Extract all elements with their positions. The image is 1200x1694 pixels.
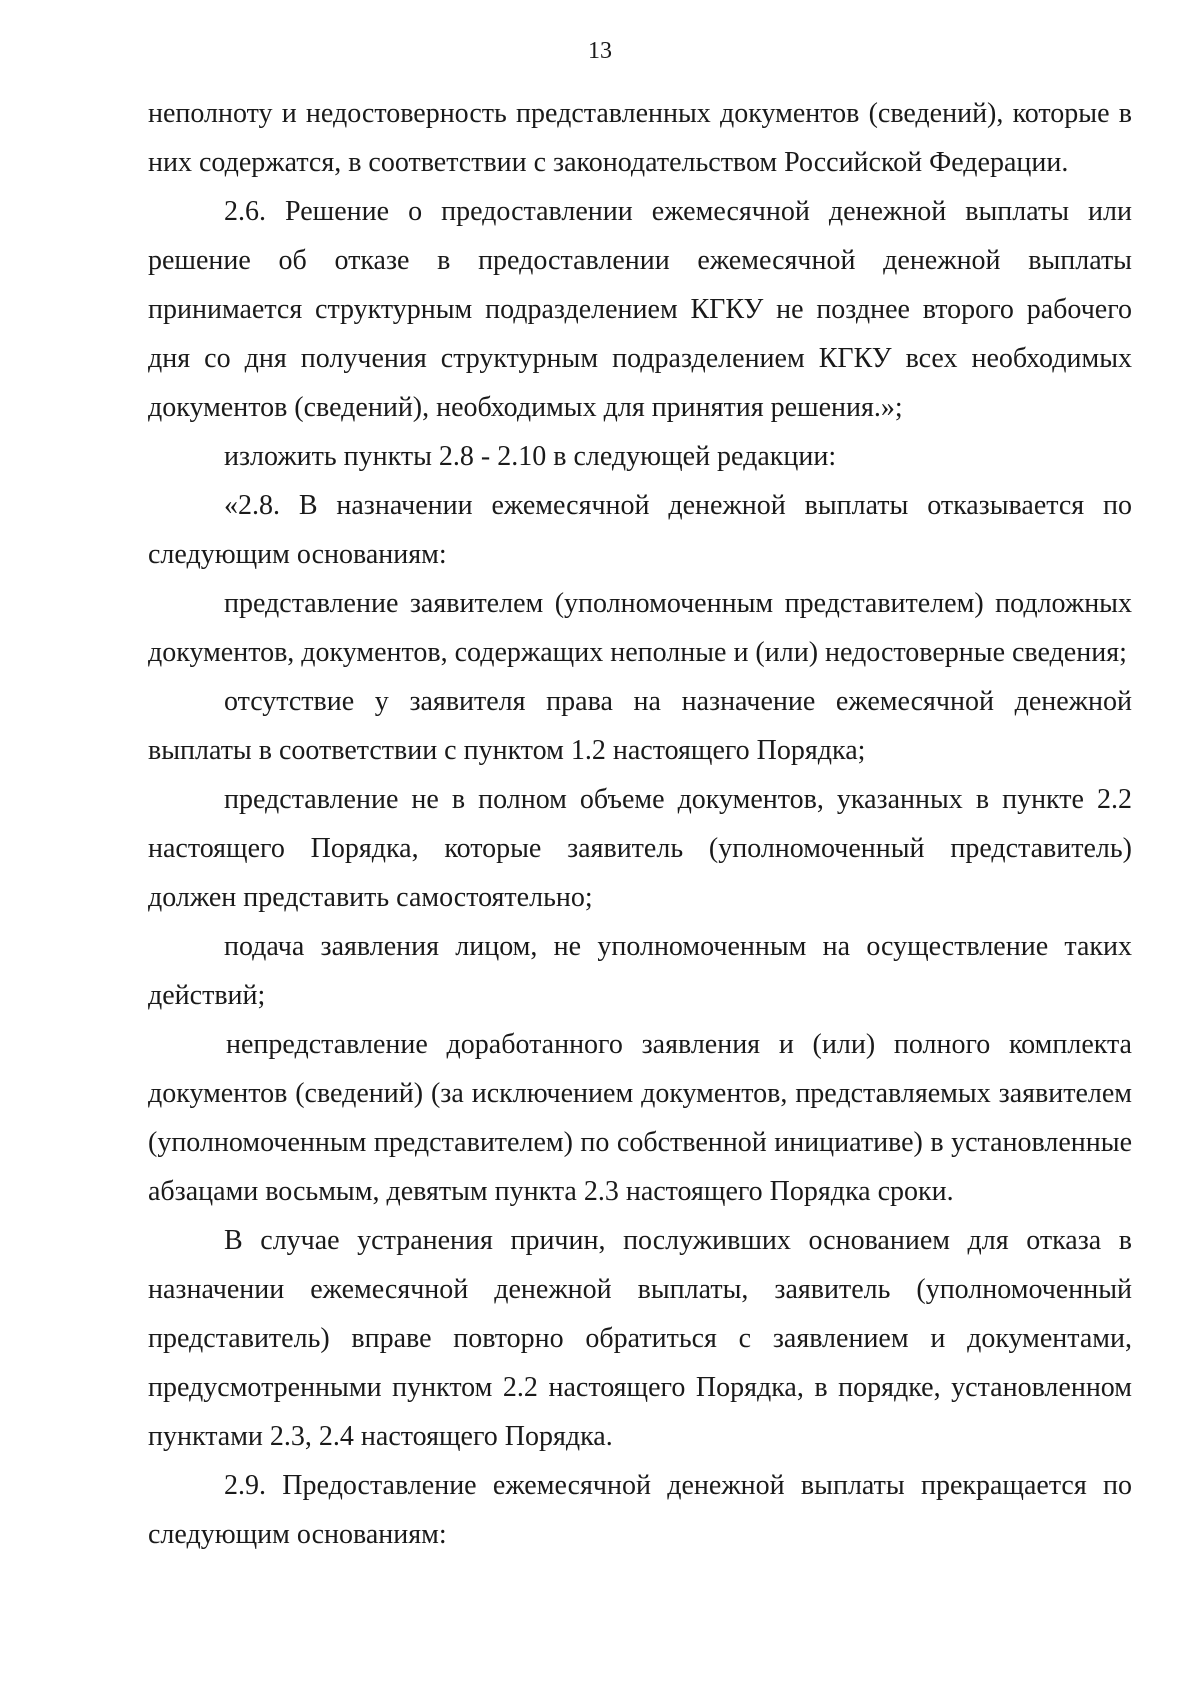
paragraph-reapplication: В случае устранения причин, послуживших основанием для отказа в назначении ежемесячной денежной выплаты, заявитель (уполномоченный представитель) вправе повторно обратиться с заявлением и документами, предусмотренными пунктом 2.2 настоящего Порядка, в порядке, установленном пунктами 2.3, 2.4 настоящего Порядка. [148, 1225, 1132, 1452]
paragraph-ground-forged-documents: представление заявителем (уполномоченным представителем) подложных документов, документов, содержащих неполные и (или) недостоверные сведения; [148, 588, 1132, 668]
page-number: 13 [588, 38, 612, 64]
paragraph-amendment-intro: изложить пункты 2.8 - 2.10 в следующей редакции: [224, 441, 837, 472]
paragraph-2-9: 2.9. Предоставление ежемесячной денежной выплаты прекращается по следующим основаниям: [148, 1470, 1132, 1550]
paragraph-2-8: «2.8. В назначении ежемесячной денежной выплаты отказывается по следующим основаниям: [148, 490, 1132, 570]
document-body [148, 89, 1132, 1559]
paragraph-ground-no-right: отсутствие у заявителя права на назначение ежемесячной денежной выплаты в соответствии с пунктом 1.2 настоящего Порядка; [148, 686, 1132, 766]
paragraph-ground-unauthorized-person: подача заявления лицом, не уполномоченным на осуществление таких действий; [148, 931, 1132, 1011]
paragraph-ground-not-submitted: непредставление доработанного заявления и (или) полного комплекта документов (сведений) (за исключением документов, представляемых заявителем (уполномоченным представителем) по собственной инициативе) в установленные абзацами восьмым, девятым пункта 2.3 настоящего Порядка сроки. [148, 1029, 1132, 1207]
paragraph-ground-incomplete-documents: представление не в полном объеме документов, указанных в пункте 2.2 настоящего Порядка, которые заявитель (уполномоченный представитель) должен представить самостоятельно; [148, 784, 1132, 913]
paragraph-continuation: неполноту и недостоверность представленных документов (сведений), которые в них содержатся, в соответствии с законодательством Российской Федерации. [148, 98, 1132, 178]
paragraph-2-6: 2.6. Решение о предоставлении ежемесячной денежной выплаты или решение об отказе в предоставлении ежемесячной денежной выплаты принимается структурным подразделением КГКУ не позднее второго рабочего дня со дня получения структурным подразделением КГКУ всех необходимых документов (сведений), необходимых для принятия решения.»; [148, 196, 1132, 423]
